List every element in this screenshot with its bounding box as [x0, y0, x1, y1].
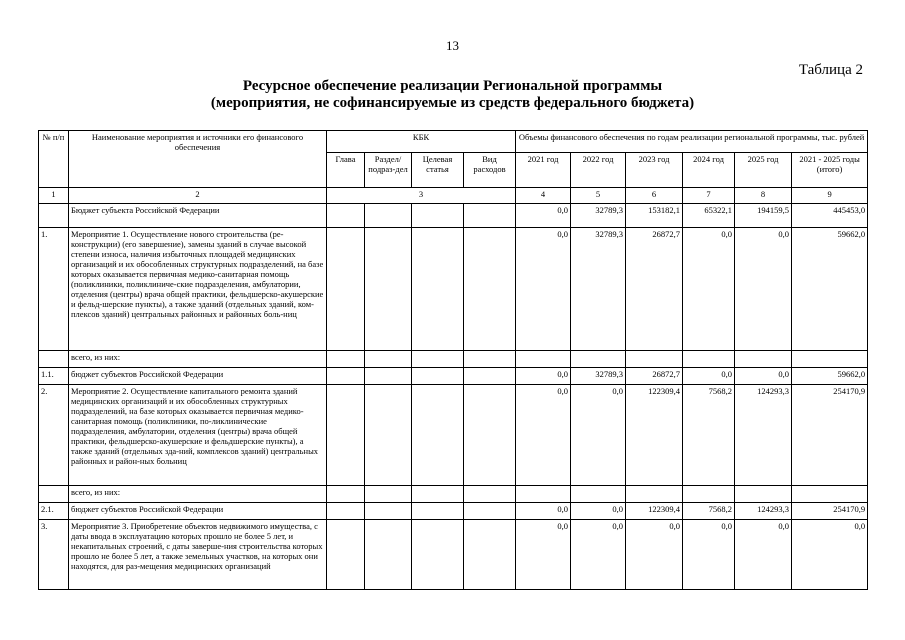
row-num [39, 486, 69, 503]
value-2023: 0,0 [626, 520, 683, 590]
header-2022: 2022 год [571, 153, 626, 188]
value-2023: 26872,7 [626, 368, 683, 385]
table-label: Таблица 2 [798, 62, 863, 78]
value-2025: 0,0 [735, 520, 792, 590]
value-total: 254170,9 [792, 503, 868, 520]
colnum-8: 8 [735, 188, 792, 204]
row-name: Бюджет субъекта Российской Федерации [69, 204, 327, 228]
table-row [39, 486, 868, 503]
value-total: 445453,0 [792, 204, 868, 228]
colnum-6: 6 [626, 188, 683, 204]
value-2023: 153182,1 [626, 204, 683, 228]
value-total [792, 486, 868, 503]
colnum-4: 4 [516, 188, 571, 204]
value-2024: 0,0 [683, 368, 735, 385]
header-glava: Глава [327, 153, 365, 188]
table-row [39, 228, 868, 351]
value-2021: 0,0 [516, 503, 571, 520]
row-name: Мероприятие 1. Осуществление нового строительства (ре-конструкции) (его завершение), замены зданий в случае высокой степени износа, наличия избыточных площадей медицинских организаций и их обособленных структурных подразделений, на базе которых оказывается первичная медико-санитарная помощь (поликлиники, поликлиниче-ские подразделения, амбулатории, отделения (центры) врача общей практики, фельдшерско-акушерские и фельд-шерские пункты), а также зданий (отдельных зданий, ком-плексов зданий) центральных районных и районных боль-ниц [69, 228, 327, 351]
header-vid: Вид расходов [464, 153, 516, 188]
value-2022: 32789,3 [571, 204, 626, 228]
value-2023: 26872,7 [626, 228, 683, 351]
value-2021: 0,0 [516, 520, 571, 590]
value-total: 0,0 [792, 520, 868, 590]
value-2022 [571, 486, 626, 503]
table-row [39, 351, 868, 368]
table-row [39, 368, 868, 385]
colnum-3: 3 [327, 188, 516, 204]
page-title [0, 78, 905, 112]
table-row [39, 204, 868, 228]
row-num [39, 351, 69, 368]
value-2021: 0,0 [516, 204, 571, 228]
header-stati: Целевая статья [412, 153, 464, 188]
value-2025: 124293,3 [735, 503, 792, 520]
header-2024: 2024 год [683, 153, 735, 188]
value-2023 [626, 486, 683, 503]
row-name: Мероприятие 2. Осуществление капитального ремонта зданий медицинских организаций и их обособленных структурных подразделений, на базе которых оказывается первичная медико-санитарная помощь (поликлиники, по-ликлинические подразделения, амбулатории, отделения (центры) врача общей практики, фельдшерско-акушерские и фельдшерские пункты), а также зданий (отдельных зда-ний, комплексов зданий) центральных районных и район-ных больниц [69, 385, 327, 486]
value-2022: 32789,3 [571, 368, 626, 385]
row-name: всего, из них: [69, 351, 327, 368]
colnum-2: 2 [69, 188, 327, 204]
table-row [39, 503, 868, 520]
value-total: 254170,9 [792, 385, 868, 486]
header-2025: 2025 год [735, 153, 792, 188]
row-num: 2. [39, 385, 69, 486]
header-2021: 2021 год [516, 153, 571, 188]
value-total: 59662,0 [792, 228, 868, 351]
value-2022: 0,0 [571, 503, 626, 520]
colnum-1: 1 [39, 188, 69, 204]
value-2022: 32789,3 [571, 228, 626, 351]
value-2025: 0,0 [735, 368, 792, 385]
row-num: 2.1. [39, 503, 69, 520]
row-num: 1. [39, 228, 69, 351]
value-2025: 194159,5 [735, 204, 792, 228]
value-2021 [516, 351, 571, 368]
value-2024: 0,0 [683, 520, 735, 590]
title-line-1: Ресурсное обеспечение реализации Региональной программы [242, 78, 663, 94]
row-num [39, 204, 69, 228]
value-2021: 0,0 [516, 368, 571, 385]
table-row [39, 385, 868, 486]
value-2025 [735, 486, 792, 503]
value-2024 [683, 486, 735, 503]
table-row [39, 520, 868, 590]
header-volumes: Объемы финансового обеспечения по годам реализации региональной программы, тыс. рублей [516, 131, 868, 153]
value-2024: 7568,2 [683, 385, 735, 486]
header-2023: 2023 год [626, 153, 683, 188]
value-2021: 0,0 [516, 228, 571, 351]
value-2024: 65322,1 [683, 204, 735, 228]
value-2021 [516, 486, 571, 503]
colnum-7: 7 [683, 188, 735, 204]
value-2024 [683, 351, 735, 368]
value-2021: 0,0 [516, 385, 571, 486]
value-2025: 0,0 [735, 228, 792, 351]
header-total: 2021 - 2025 годы (итого) [792, 153, 868, 188]
row-num: 3. [39, 520, 69, 590]
header-kbk: КБК [327, 131, 516, 153]
colnum-9: 9 [792, 188, 868, 204]
value-total [792, 351, 868, 368]
value-2025 [735, 351, 792, 368]
value-2023: 122309,4 [626, 385, 683, 486]
row-name: бюджет субъектов Российской Федерации [69, 368, 327, 385]
row-name: бюджет субъектов Российской Федерации [69, 503, 327, 520]
value-2022: 0,0 [571, 385, 626, 486]
value-total: 59662,0 [792, 368, 868, 385]
value-2023: 122309,4 [626, 503, 683, 520]
value-2022 [571, 351, 626, 368]
header-name: Наименование мероприятия и источники его финансового обеспечения [69, 131, 327, 188]
resource-table [38, 130, 868, 590]
title-line-2: (мероприятия, не софинансируемые из средств федерального бюджета) [210, 95, 695, 111]
row-num: 1.1. [39, 368, 69, 385]
colnum-5: 5 [571, 188, 626, 204]
value-2024: 0,0 [683, 228, 735, 351]
header-num: № п/п [39, 131, 69, 188]
value-2025: 124293,3 [735, 385, 792, 486]
row-name: Мероприятие 3. Приобретение объектов недвижимого имущества, с даты ввода в эксплуатацию которых прошло не более 5 лет, и некапитальных строений, с даты заверше-ния строительства которых прошло не более 5 лет, а также земельных участков, на которых они находятся, для раз-мещения медицинских организаций [69, 520, 327, 590]
page-number: 13 [446, 38, 459, 53]
value-2024: 7568,2 [683, 503, 735, 520]
row-name: всего, из них: [69, 486, 327, 503]
header-razdel: Раздел/ подраз-дел [365, 153, 412, 188]
value-2022: 0,0 [571, 520, 626, 590]
value-2023 [626, 351, 683, 368]
